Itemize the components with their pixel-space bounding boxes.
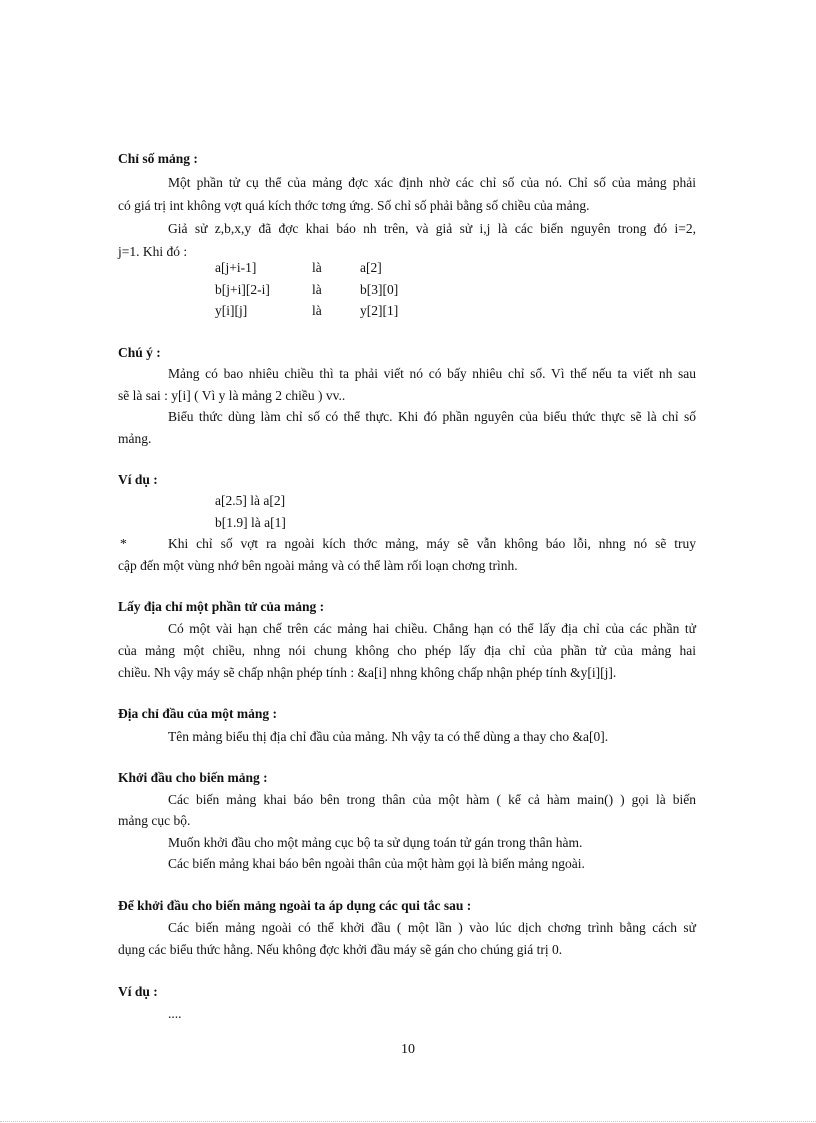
example-line: b[1.9] là a[1] xyxy=(215,515,286,530)
paragraph-line: mảng. xyxy=(118,431,152,446)
table-cell-value: y[2][1] xyxy=(360,303,399,318)
table-cell-expression: y[i][j] xyxy=(215,303,248,318)
example-line: a[2.5] là a[2] xyxy=(215,493,286,508)
paragraph-line: Mảng có bao nhiêu chiều thì ta phải viết nó có bấy nhiêu chỉ số. Vì thế nếu ta viết nh sau xyxy=(168,366,696,381)
paragraph-line: Một phần tử cụ thể của mảng đợc xác định nhờ các chỉ số của nó. Chỉ số của mảng phải xyxy=(168,175,696,190)
paragraph-line: chiều. Nh vậy máy sẽ chấp nhận phép tính : &a[i] nhng không chấp nhận phép tính &y[i][j]. xyxy=(118,665,617,680)
page-bottom-border xyxy=(0,1121,816,1122)
paragraph-line: có giá trị int không vợt quá kích thớc tơng ứng. Số chỉ số phải bằng số chiều của mảng. xyxy=(118,198,590,213)
ellipsis: .... xyxy=(168,1006,182,1021)
table-cell-is: là xyxy=(312,303,322,318)
heading-lay-dia-chi: Lấy địa chỉ một phần tử của mảng : xyxy=(118,599,325,614)
heading-chi-so-mang: Chỉ số mảng : xyxy=(118,151,198,166)
table-cell-expression: b[j+i][2-i] xyxy=(215,282,270,297)
paragraph-line: cập đến một vùng nhớ bên ngoài mảng và có thể làm rối loạn chơng trình. xyxy=(118,558,518,573)
heading-vi-du: Ví dụ : xyxy=(118,984,158,999)
table-cell-value: a[2] xyxy=(360,260,382,275)
page-number: 10 xyxy=(401,1042,415,1057)
paragraph-line: Các biến mảng ngoài có thể khởi đầu ( một lần ) vào lúc dịch chơng trình bằng cách sử xyxy=(168,920,696,935)
heading-khoi-dau-ngoai: Để khởi đầu cho biến mảng ngoài ta áp dụng các qui tắc sau : xyxy=(118,898,472,913)
asterisk-bullet: * xyxy=(120,536,127,551)
paragraph-line: của mảng một chiều, nhng nói chung không cho phép lấy địa chỉ của phần tử của mảng hai xyxy=(118,643,696,658)
paragraph-line: Các biến mảng khai báo bên trong thân của một hàm ( kể cả hàm main() ) gọi là biến xyxy=(168,792,696,807)
heading-khoi-dau: Khởi đầu cho biến mảng : xyxy=(118,770,268,785)
paragraph-line: Có một vài hạn chế trên các mảng hai chiều. Chẳng hạn có thể lấy địa chỉ của các phần tử xyxy=(168,621,696,636)
paragraph-line: j=1. Khi đó : xyxy=(118,244,188,259)
heading-dia-chi-dau: Địa chỉ đầu của một mảng : xyxy=(118,706,278,721)
table-cell-is: là xyxy=(312,282,322,297)
paragraph-line: Giả sử z,b,x,y đã đợc khai báo nh trên, và giả sử i,j là các biến nguyên trong đó i=2, xyxy=(168,221,696,236)
table-cell-expression: a[j+i-1] xyxy=(215,260,257,275)
paragraph-line: mảng cục bộ. xyxy=(118,813,191,828)
paragraph-line: Khi chỉ số vợt ra ngoài kích thớc mảng, máy sẽ vẫn không báo lỗi, nhng nó sẽ truy xyxy=(168,536,696,551)
paragraph-line: Biểu thức dùng làm chỉ số có thể thực. Khi đó phần nguyên của biểu thức thực sẽ là chỉ số xyxy=(168,409,696,424)
table-cell-is: là xyxy=(312,260,322,275)
heading-chu-y: Chú ý : xyxy=(118,345,161,360)
paragraph-line: Muốn khởi đầu cho một mảng cục bộ ta sử dụng toán tử gán trong thân hàm. xyxy=(168,835,583,850)
paragraph-line: Các biến mảng khai báo bên ngoài thân của một hàm gọi là biến mảng ngoài. xyxy=(168,856,585,871)
paragraph-line: Tên mảng biểu thị địa chỉ đầu của mảng. Nh vậy ta có thể dùng a thay cho &a[0]. xyxy=(168,729,609,744)
heading-vi-du: Ví dụ : xyxy=(118,472,158,487)
table-cell-value: b[3][0] xyxy=(360,282,399,297)
paragraph-line: dụng các biểu thức hằng. Nếu không đợc khởi đầu máy sẽ gán cho chúng giá trị 0. xyxy=(118,942,563,957)
paragraph-line: sẽ là sai : y[i] ( Vì y là mảng 2 chiều ) vv.. xyxy=(118,388,346,403)
